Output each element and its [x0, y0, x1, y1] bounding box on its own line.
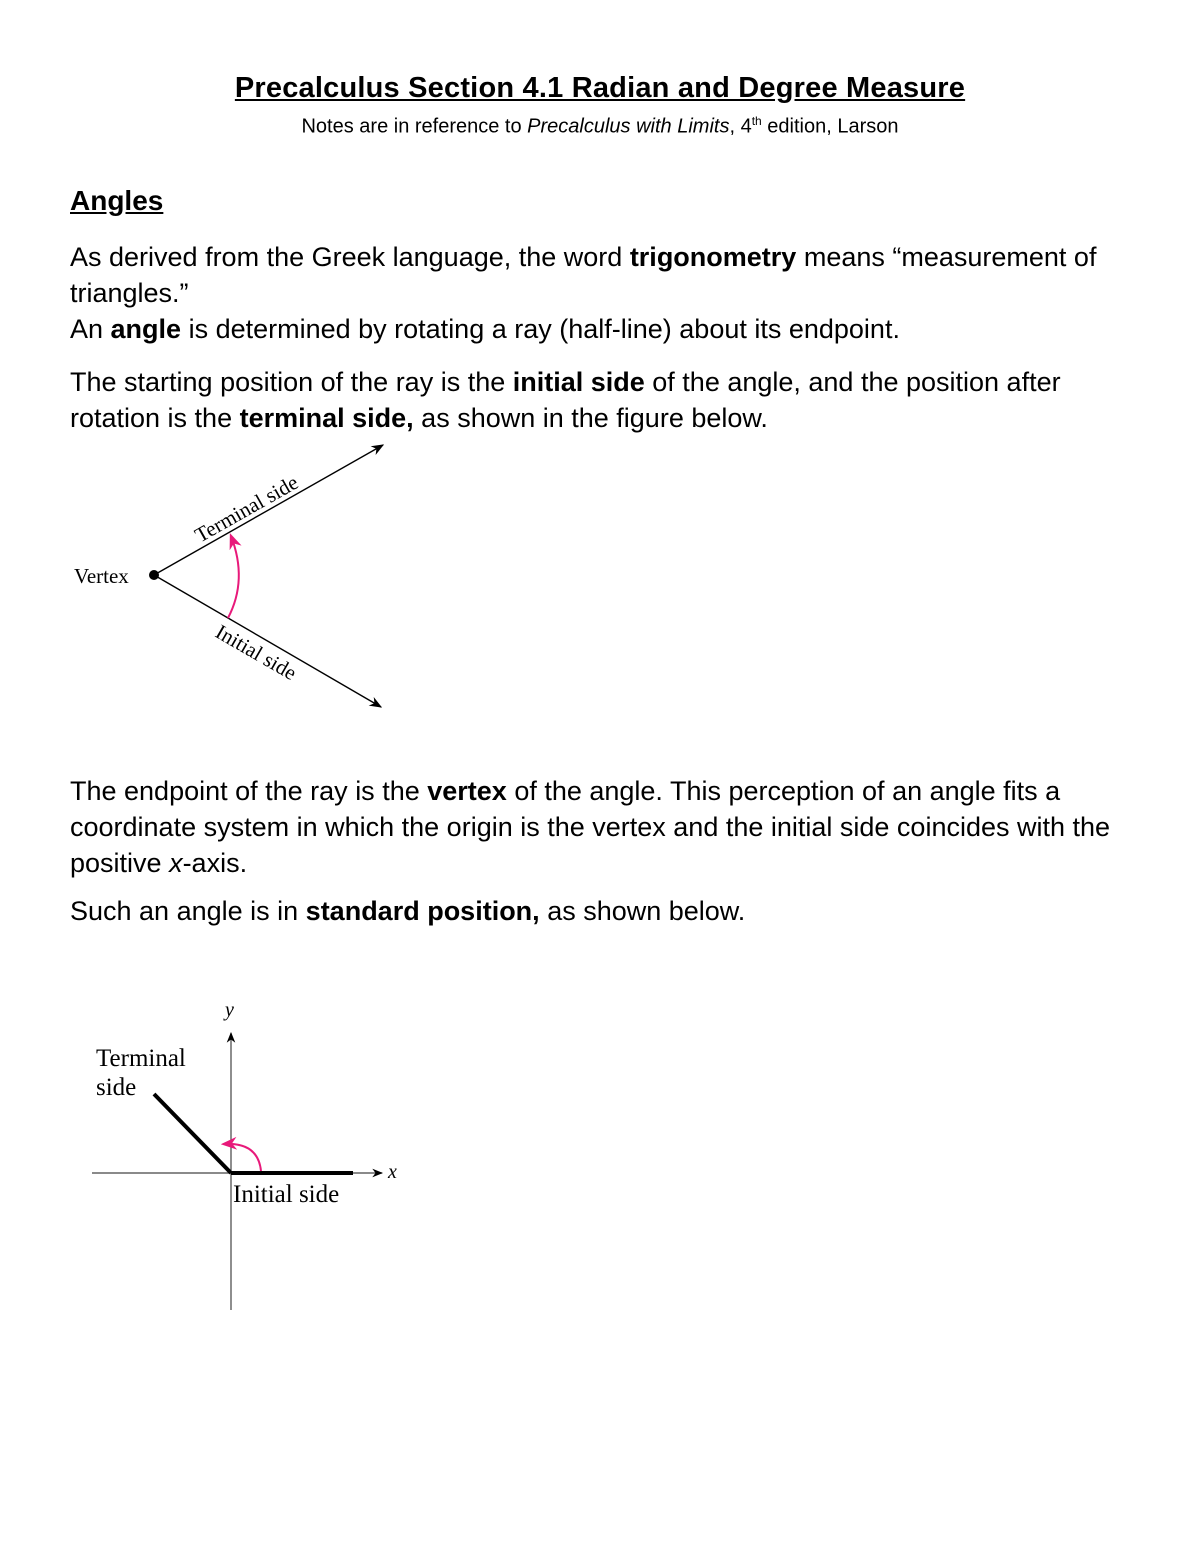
book-title: Precalculus with Limits	[527, 115, 730, 138]
subtitle-prefix: Notes are in reference to	[301, 115, 528, 138]
terminal-side-label: Terminal side	[190, 470, 303, 548]
term-standard-position: standard position,	[305, 896, 540, 926]
term-initial-side: initial side	[512, 367, 645, 397]
figure2	[92, 999, 397, 1310]
terminal-label-line2: side	[96, 1074, 137, 1101]
term-terminal-side: terminal side,	[239, 403, 414, 433]
initial-ray	[154, 575, 381, 707]
text: means “measurement of triangles.”	[70, 242, 1097, 308]
text: Such an angle is in	[70, 896, 306, 926]
rotation-arrow	[224, 1144, 261, 1171]
text: As derived from the Greek language, the word	[70, 242, 630, 272]
y-axis-label: y	[225, 999, 234, 1021]
rotation-arrow	[228, 536, 239, 618]
initial-side-label: Initial side	[233, 1181, 340, 1208]
text: is determined by rotating a ray (half-line) about its endpoint.	[181, 314, 900, 344]
terminal-side-line	[154, 1094, 231, 1173]
vertex-dot	[149, 570, 159, 580]
section-heading: Angles	[70, 185, 164, 216]
initial-side-label: Initial side	[211, 619, 301, 685]
subtitle-author: edition, Larson	[761, 115, 899, 138]
term-vertex: vertex	[427, 776, 507, 806]
variable-x: x	[169, 848, 183, 878]
text: The endpoint of the ray is the	[70, 776, 428, 806]
text: An	[70, 314, 111, 344]
text: as shown below.	[539, 896, 746, 926]
x-axis-label: x	[388, 1161, 397, 1183]
text: of the angle. This perception of an angle fits a coordinate system in which the origin is the vertex and the initial side coincides with the positive	[70, 776, 1111, 878]
subtitle-superscript: th	[751, 114, 762, 128]
text: as shown in the figure below.	[413, 403, 768, 433]
page-title: Precalculus Section 4.1 Radian and Degree Measure	[234, 72, 966, 104]
vertex-label: Vertex	[74, 564, 129, 588]
terminal-ray	[154, 445, 383, 575]
term-angle: angle	[110, 314, 182, 344]
terminal-label-line1: Terminal	[96, 1045, 186, 1072]
text: of the angle, and the position after rotation is the	[70, 367, 1061, 433]
text: -axis.	[182, 848, 248, 878]
text: The starting position of the ray is the	[70, 367, 513, 397]
subtitle-edition: , 4	[729, 115, 752, 138]
term-trigonometry: trigonometry	[629, 242, 797, 272]
figure1	[74, 445, 383, 707]
